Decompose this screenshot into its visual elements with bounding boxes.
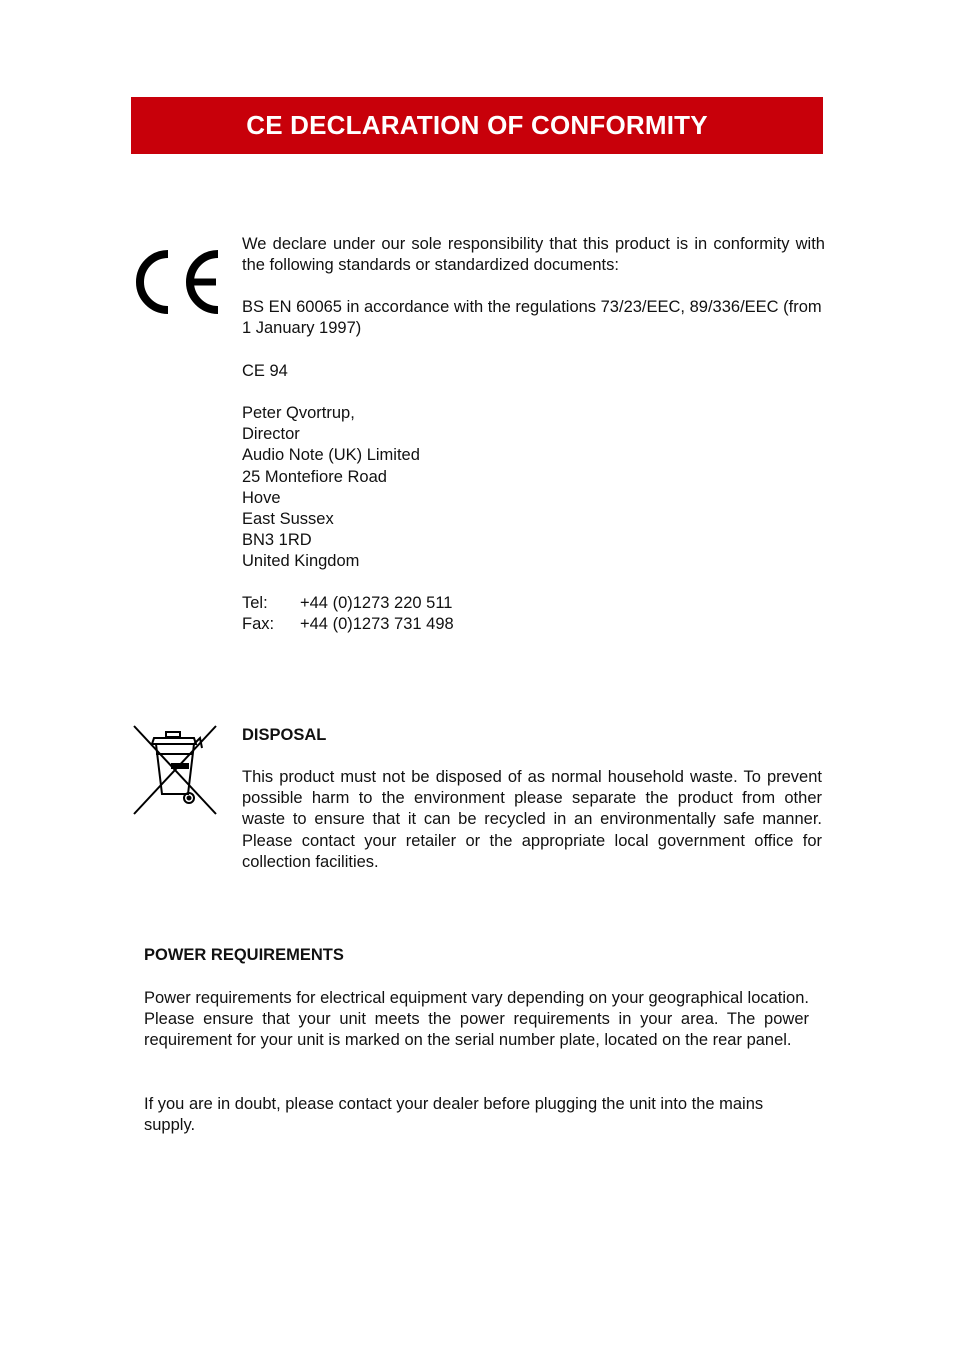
address-line: East Sussex (242, 510, 334, 529)
fax-row (242, 614, 454, 635)
address-line: Director (242, 425, 300, 444)
power-heading: POWER REQUIREMENTS (144, 946, 344, 964)
page-title: CE DECLARATION OF CONFORMITY (246, 110, 708, 140)
address-line: Audio Note (UK) Limited (242, 446, 420, 465)
declaration-standard: BS EN 60065 in accordance with the regulations 73/23/EEC, 89/336/EEC (from 1 January 1997) (242, 298, 822, 338)
disposal-text: This product must not be disposed of as normal household waste. To prevent possible harm to the environment please separate the product from other waste to ensure that it can be recycled in an environmentally safe manner. Please contact your retailer or the appropriate local government office for collection facilities. (242, 768, 822, 871)
ce-code: CE 94 (242, 362, 288, 380)
address-line: Peter Qvortrup, (242, 404, 355, 422)
fax-label: Fax: (242, 615, 275, 634)
title-banner (131, 97, 823, 154)
telephone-row (242, 593, 454, 614)
address-line: United Kingdom (242, 552, 360, 571)
telephone-number: +44 (0)1273 220 511 (300, 594, 453, 612)
address-line: Hove (242, 488, 281, 507)
power-paragraph-2: If you are in doubt, please contact your dealer before plugging the unit into the mains supply. (144, 1095, 764, 1135)
address-line: BN3 1RD (242, 531, 312, 550)
contact-numbers (242, 593, 454, 635)
fax-number: +44 (0)1273 731 498 (300, 615, 454, 634)
crossed-out-wheelie-bin-icon (132, 724, 218, 816)
power-paragraph-1: Power requirements for electrical equipment vary depending on your geographical location. Please ensure that your unit meets the power requirements in your area. The power requirement for your unit is marked on the serial number plate, located on the rear panel. (144, 989, 809, 1050)
declaration-statement: We declare under our sole responsibility that this product is in conformity with the following standards or standardized documents: (242, 235, 825, 275)
disposal-heading: DISPOSAL (242, 726, 327, 744)
company-address (242, 403, 420, 573)
telephone-label: Tel: (242, 594, 268, 612)
address-line: 25 Montefiore Road (242, 467, 387, 486)
ce-mark-icon (132, 246, 224, 318)
